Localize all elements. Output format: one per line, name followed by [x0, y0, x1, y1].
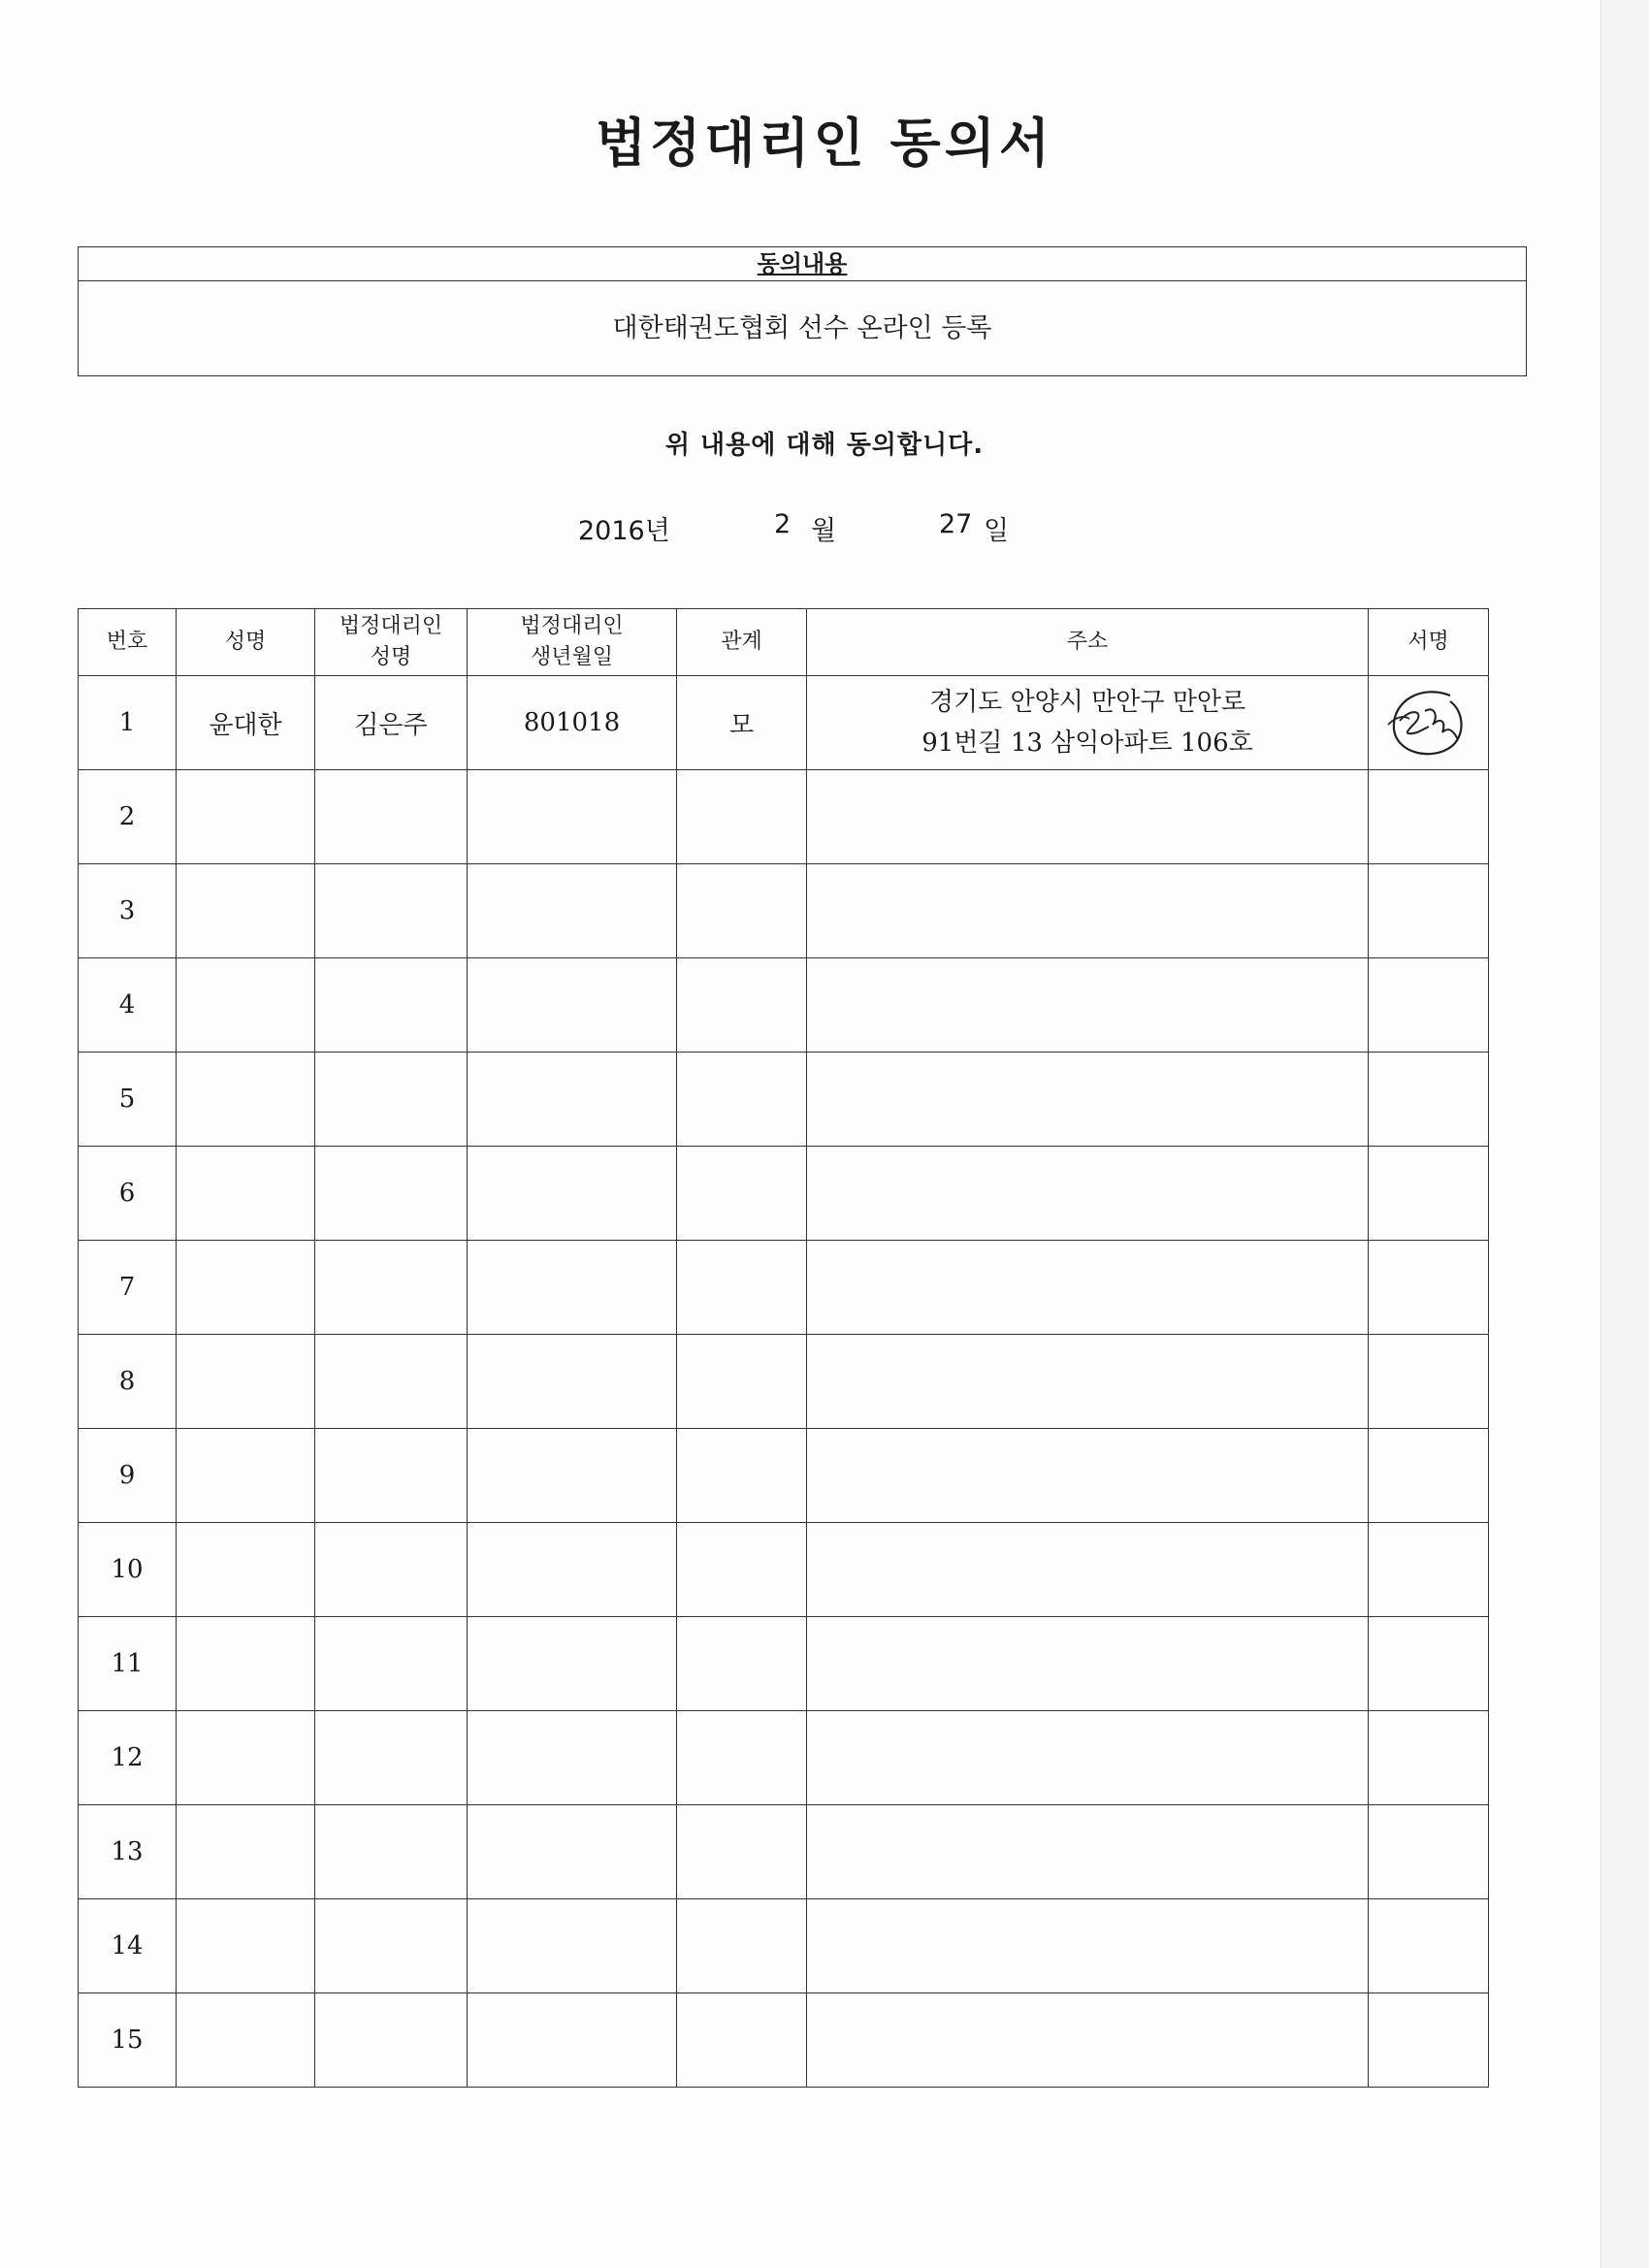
row-guardian-birth: [468, 1335, 677, 1429]
date-month-value: 2: [774, 509, 792, 539]
table-row: [79, 1617, 1489, 1711]
row-guardian-birth: [468, 864, 677, 958]
row-guardian-birth: [468, 1053, 677, 1147]
row-address: [807, 1617, 1369, 1711]
date-month-unit: 월: [811, 516, 837, 546]
row-guardian-name: [315, 1711, 468, 1805]
row-guardian-name: [315, 1805, 468, 1899]
row-number: 9: [79, 1429, 177, 1523]
table-header-row: [79, 609, 1489, 676]
row-number: 15: [79, 1993, 177, 2088]
row-guardian-birth: [468, 958, 677, 1053]
row-signature: [1369, 1617, 1489, 1711]
row-number: 2: [79, 770, 177, 864]
row-number: 13: [79, 1805, 177, 1899]
row-name: [177, 1147, 315, 1241]
row-guardian-birth: [468, 1523, 677, 1617]
row-guardian-name: 김은주: [315, 676, 468, 770]
signature-mark: [1369, 682, 1488, 763]
row-guardian-birth: [468, 1805, 677, 1899]
row-number: 5: [79, 1053, 177, 1147]
row-relation: [677, 1429, 807, 1523]
header-guardian-name-line2: 성명: [370, 645, 412, 669]
row-guardian-name: [315, 1899, 468, 1993]
row-address-line2: 91번길 13 삼익아파트 106호: [922, 729, 1253, 758]
row-name: [177, 1335, 315, 1429]
table-row: [79, 1241, 1489, 1335]
row-address: [807, 676, 1369, 770]
row-signature: [1369, 1993, 1489, 2088]
table-row: [79, 676, 1489, 770]
table-row: [79, 864, 1489, 958]
table-row: [79, 1523, 1489, 1617]
table-row: [79, 1805, 1489, 1899]
row-relation: [677, 958, 807, 1053]
row-guardian-name: [315, 770, 468, 864]
row-guardian-birth: [468, 1617, 677, 1711]
date-row: [0, 509, 1649, 548]
consent-header: [79, 247, 1526, 281]
handwritten-signature-icon: [1382, 682, 1475, 763]
table-row: [79, 1147, 1489, 1241]
row-relation: [677, 1147, 807, 1241]
date-year: 2016년: [578, 516, 670, 546]
row-name: [177, 1241, 315, 1335]
row-relation: [677, 1993, 807, 2088]
row-relation: 모: [677, 676, 807, 770]
table-row: [79, 1993, 1489, 2088]
row-signature: [1369, 1805, 1489, 1899]
agree-statement: 위 내용에 대해 동의합니다.: [664, 431, 985, 460]
row-guardian-name: [315, 1523, 468, 1617]
consent-box: [78, 246, 1527, 376]
table-row: [79, 1429, 1489, 1523]
row-name: [177, 1617, 315, 1711]
row-relation: [677, 1617, 807, 1711]
row-number: 6: [79, 1147, 177, 1241]
date-day-value: 27: [939, 509, 973, 539]
header-guardian-birth: [468, 609, 677, 676]
row-address: [807, 1429, 1369, 1523]
row-address: [807, 1805, 1369, 1899]
row-signature: [1369, 958, 1489, 1053]
row-guardian-name: [315, 1429, 468, 1523]
row-guardian-birth: [468, 1711, 677, 1805]
table-row: [79, 770, 1489, 864]
row-address: [807, 1147, 1369, 1241]
row-relation: [677, 1805, 807, 1899]
row-relation: [677, 1523, 807, 1617]
row-guardian-name: [315, 1993, 468, 2088]
consent-header-label: 동의내용: [757, 250, 848, 277]
row-guardian-birth: 801018: [468, 676, 677, 770]
row-signature: [1369, 1429, 1489, 1523]
row-address: [807, 1241, 1369, 1335]
row-relation: [677, 770, 807, 864]
row-number: 7: [79, 1241, 177, 1335]
row-address: [807, 1523, 1369, 1617]
row-number: 4: [79, 958, 177, 1053]
row-address: [807, 864, 1369, 958]
row-number: 12: [79, 1711, 177, 1805]
row-address: [807, 1335, 1369, 1429]
row-guardian-birth: [468, 1147, 677, 1241]
row-guardian-name: [315, 958, 468, 1053]
consent-body: 대한태권도협회 선수 온라인 등록: [612, 313, 992, 343]
row-guardian-birth: [468, 1899, 677, 1993]
table-row: [79, 1899, 1489, 1993]
row-signature: [1369, 676, 1489, 770]
header-guardian-name-line1: 법정대리인: [339, 614, 443, 638]
row-name: [177, 958, 315, 1053]
row-relation: [677, 1241, 807, 1335]
table-row: [79, 958, 1489, 1053]
guardian-table: [78, 608, 1489, 2088]
header-guardian-name: [315, 609, 468, 676]
row-signature: [1369, 1711, 1489, 1805]
header-relation: 관계: [677, 609, 807, 676]
row-signature: [1369, 770, 1489, 864]
row-name: [177, 1899, 315, 1993]
header-guardian-birth-line1: 법정대리인: [520, 614, 624, 638]
row-relation: [677, 1335, 807, 1429]
row-address: [807, 1053, 1369, 1147]
row-number: 11: [79, 1617, 177, 1711]
row-number: 1: [79, 676, 177, 770]
row-relation: [677, 1711, 807, 1805]
row-name: 윤대한: [177, 676, 315, 770]
table-body: [79, 676, 1489, 2088]
row-name: [177, 1993, 315, 2088]
row-address: [807, 1711, 1369, 1805]
row-guardian-birth: [468, 1429, 677, 1523]
page-edge: [1600, 0, 1649, 2268]
row-address: [807, 958, 1369, 1053]
row-name: [177, 1429, 315, 1523]
row-signature: [1369, 1899, 1489, 1993]
row-guardian-name: [315, 1053, 468, 1147]
row-guardian-name: [315, 1335, 468, 1429]
row-number: 14: [79, 1899, 177, 1993]
document-title: 법정대리인 동의서: [595, 113, 1054, 174]
row-name: [177, 1805, 315, 1899]
row-number: 3: [79, 864, 177, 958]
row-guardian-name: [315, 1147, 468, 1241]
row-signature: [1369, 1523, 1489, 1617]
header-signature: 서명: [1369, 609, 1489, 676]
table-row: [79, 1711, 1489, 1805]
header-no: 번호: [79, 609, 177, 676]
row-signature: [1369, 1147, 1489, 1241]
table-row: [79, 1053, 1489, 1147]
row-name: [177, 1711, 315, 1805]
row-signature: [1369, 1241, 1489, 1335]
table-row: [79, 1335, 1489, 1429]
date-day-unit: 일: [984, 516, 1010, 546]
row-number: 8: [79, 1335, 177, 1429]
row-guardian-name: [315, 1241, 468, 1335]
row-signature: [1369, 1053, 1489, 1147]
header-name: 성명: [177, 609, 315, 676]
row-address: [807, 1899, 1369, 1993]
row-guardian-birth: [468, 1241, 677, 1335]
row-relation: [677, 1899, 807, 1993]
row-address: [807, 770, 1369, 864]
row-guardian-birth: [468, 1993, 677, 2088]
row-guardian-name: [315, 1617, 468, 1711]
row-relation: [677, 1053, 807, 1147]
row-name: [177, 864, 315, 958]
row-relation: [677, 864, 807, 958]
row-address: [807, 1993, 1369, 2088]
row-name: [177, 1523, 315, 1617]
row-number: 10: [79, 1523, 177, 1617]
row-name: [177, 770, 315, 864]
row-guardian-name: [315, 864, 468, 958]
row-signature: [1369, 864, 1489, 958]
header-address: 주소: [807, 609, 1369, 676]
row-address-line1: 경기도 안양시 만안구 만안로: [928, 688, 1246, 717]
row-guardian-birth: [468, 770, 677, 864]
row-signature: [1369, 1335, 1489, 1429]
header-guardian-birth-line2: 생년월일: [530, 645, 613, 669]
row-name: [177, 1053, 315, 1147]
